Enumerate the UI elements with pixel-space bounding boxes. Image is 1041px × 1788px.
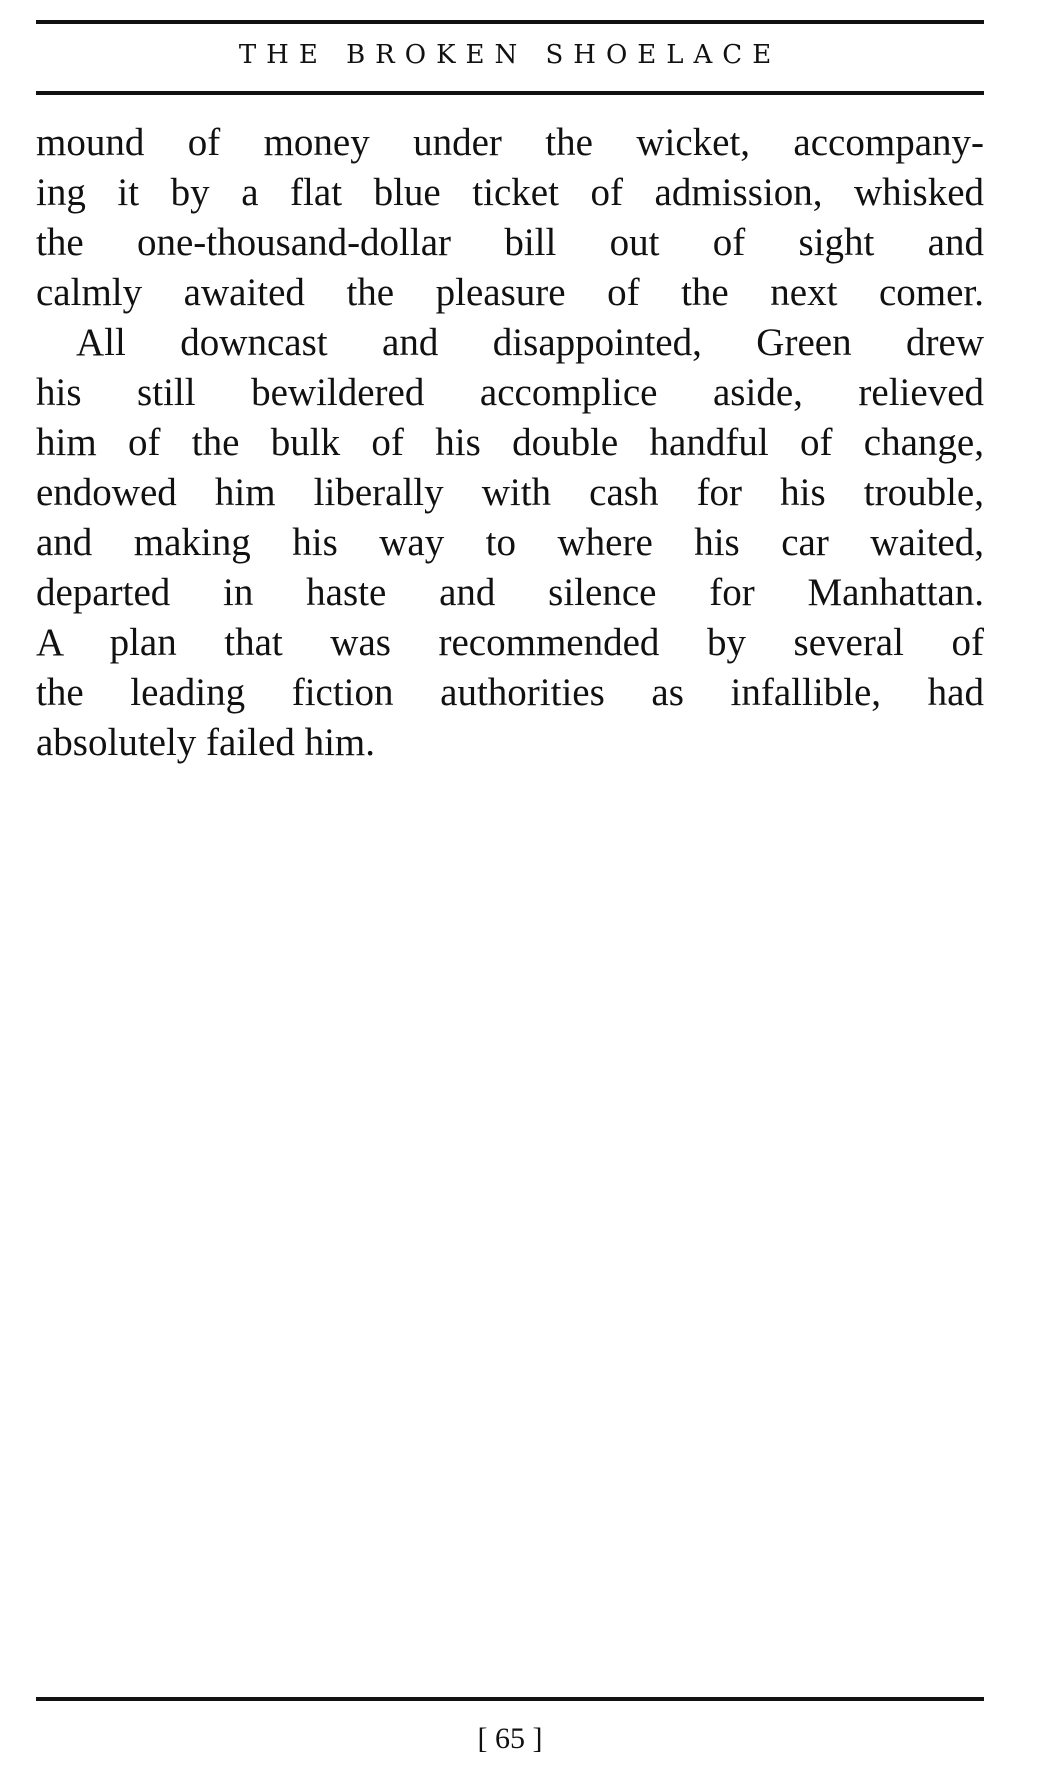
text-line: calmly awaited the pleasure of the next comer. <box>36 271 984 314</box>
footer-rule <box>36 1697 984 1701</box>
text-line: departed in haste and silence for Manhattan. <box>36 571 984 614</box>
running-head: THE BROKEN SHOELACE <box>238 40 782 70</box>
text-line: the one-thousand-dollar bill out of sight and <box>36 221 984 264</box>
paragraph-1 <box>36 118 984 318</box>
body-text <box>36 118 984 768</box>
page-number: [ 65 ] <box>477 1722 543 1755</box>
text-line: absolutely failed him. <box>36 721 376 764</box>
header-bottom-rule <box>36 91 984 95</box>
text-line: mound of money under the wicket, accompany- <box>36 121 984 164</box>
text-line: and making his way to where his car waited, <box>36 521 984 564</box>
paragraph-2 <box>36 318 984 768</box>
text-line: A plan that was recommended by several of <box>36 621 984 664</box>
text-line: him of the bulk of his double handful of change, <box>36 421 984 464</box>
text-line: endowed him liberally with cash for his trouble, <box>36 471 984 514</box>
header-top-rule <box>36 20 984 24</box>
text-line: All downcast and disappointed, Green drew <box>76 321 984 364</box>
text-line: ing it by a flat blue ticket of admission, whisked <box>36 171 984 214</box>
text-line: the leading fiction authorities as infallible, had <box>36 671 984 714</box>
text-line: his still bewildered accomplice aside, relieved <box>36 371 984 414</box>
